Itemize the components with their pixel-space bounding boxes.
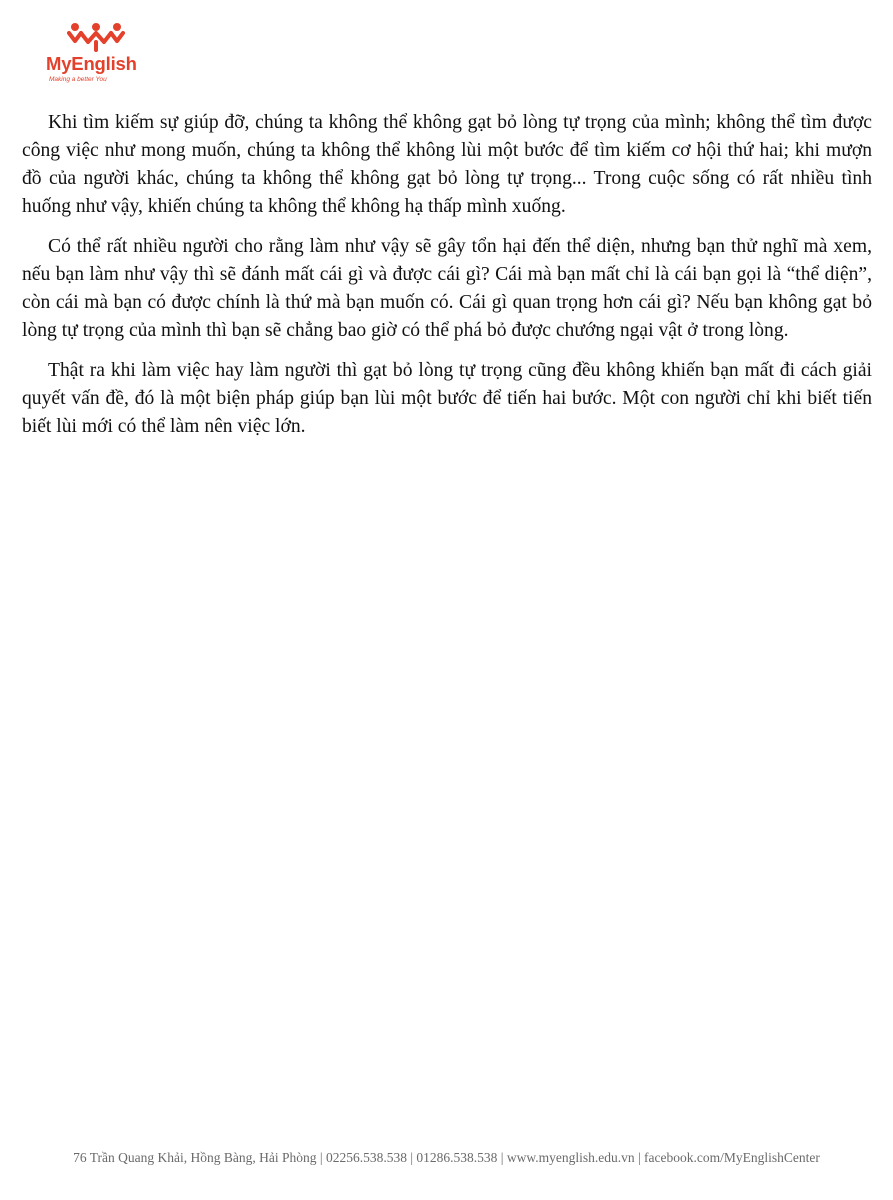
- myenglish-logo: [46, 20, 156, 86]
- document-body: [22, 109, 872, 453]
- footer-contact: 76 Trần Quang Khải, Hồng Bàng, Hải Phòng | 02256.538.538 | 01286.538.538 | www.myenglish.edu.vn | facebook.com/MyEnglishCenter: [73, 1150, 820, 1165]
- logo-name: MyEnglish: [46, 53, 137, 74]
- three-people-icon: [67, 22, 125, 52]
- paragraph-3: Thật ra khi làm việc hay làm người thì gạt bỏ lòng tự trọng cũng đều không khiến bạn mất đi cách giải quyết vấn đề, đó là một biện pháp giúp bạn lùi một bước để tiến hai bước. Một con người chỉ khi biết tiến biết lùi mới có thể làm nên việc lớn.: [22, 360, 872, 437]
- paragraph-1: Khi tìm kiếm sự giúp đỡ, chúng ta không thể không gạt bỏ lòng tự trọng của mình; không thể tìm được công việc như mong muốn, chúng ta không thể không lùi một bước để tìm kiếm cơ hội thứ hai; khi mượn đồ của người khác, chúng ta không thể không gạt bỏ lòng tự trọng... Trong cuộc sống có rất nhiều tình huống như vậy, khiến chúng ta không thể không hạ thấp mình xuống.: [22, 112, 872, 217]
- paragraph-2: Có thể rất nhiều người cho rằng làm như vậy sẽ gây tổn hại đến thể diện, nhưng bạn thử nghĩ mà xem, nếu bạn làm như vậy thì sẽ đánh mất cái gì và được cái gì? Cái mà bạn mất chỉ là cái bạn gọi là “thể diện”, còn cái mà bạn có được chính là thứ mà bạn muốn có. Cái gì quan trọng hơn cái gì? Nếu bạn không gạt bỏ lòng tự trọng của mình thì bạn sẽ chẳng bao giờ có thể phá bỏ được chướng ngại vật ở trong lòng.: [22, 236, 872, 341]
- logo-tagline: Making a better You: [49, 76, 107, 83]
